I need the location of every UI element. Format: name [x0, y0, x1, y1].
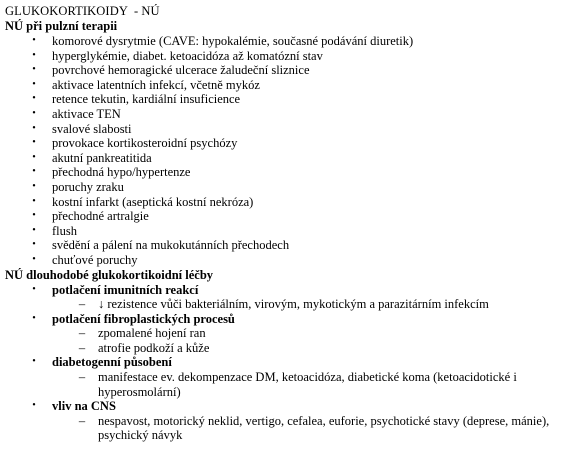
list-item — [5, 165, 585, 180]
sub-list-item — [5, 326, 585, 341]
bullet-marker: • — [32, 166, 36, 178]
bullet-marker: • — [32, 137, 36, 149]
bullet-marker: • — [32, 400, 36, 412]
sub-list-item — [5, 370, 585, 399]
list-item-text: povrchové hemoragické ulcerace žaludeční sliznice — [52, 63, 310, 78]
bullet-marker: • — [32, 64, 36, 76]
sub-list-item-text: atrofie podkoží a kůže — [98, 340, 210, 355]
dash-marker: – — [78, 326, 86, 341]
list-item — [5, 180, 585, 195]
list-item — [5, 49, 585, 64]
list-item-text: svědění a pálení na mukokutánních přechodech — [52, 238, 290, 253]
list-item-text: komorové dysrytmie (CAVE: hypokalémie, současné podávání diuretik) — [52, 34, 414, 48]
bullet-marker: • — [32, 49, 36, 61]
sub-list-item — [5, 297, 585, 312]
bullet-marker: • — [32, 151, 36, 163]
list-item — [5, 34, 585, 49]
sub-list-item-text: manifestace ev. dekompenzace DM, ketoacidóza, diabetické koma (ketoacidotické i hyperosmolární) — [98, 370, 517, 399]
list-item — [5, 195, 585, 210]
list-item — [5, 107, 585, 122]
document-title: GLUKOKORTIKOIDY - NÚ — [5, 4, 160, 18]
list-item-text: retence tekutin, kardiální insuficience — [52, 92, 241, 107]
bullet-marker: • — [32, 122, 36, 134]
bullet-marker: • — [32, 253, 36, 265]
list-item-text: kostní infarkt (aseptická kostní nekróza) — [52, 194, 254, 209]
list-item — [5, 78, 585, 93]
list-item — [5, 151, 585, 166]
sub-list-item-text: nespavost, motorický neklid, vertigo, cefalea, euforie, psychotické stavy (deprese, mánie), psychický návyk — [98, 413, 550, 443]
dash-marker: – — [78, 340, 86, 355]
bullet-marker: • — [32, 180, 36, 192]
list-item-text: přechodné artralgie — [52, 209, 149, 224]
sub-list-item — [5, 341, 585, 356]
bullet-marker: • — [32, 283, 36, 295]
list-item-text: flush — [52, 223, 77, 238]
longterm-therapy-list — [5, 283, 585, 444]
document-page — [5, 3, 585, 443]
list-item-text: aktivace latentních infekcí, včetně mykóz — [52, 77, 260, 92]
list-item — [5, 238, 585, 253]
list-item — [5, 224, 585, 239]
list-group-label: potlačení fibroplastických procesů — [52, 311, 235, 326]
list-group-heading — [5, 312, 585, 327]
list-group-label: vliv na CNS — [52, 399, 116, 414]
list-group-label: diabetogenní působení — [52, 355, 172, 370]
list-item-text: chuťové poruchy — [52, 252, 138, 267]
list-item-text: provokace kortikosteroidní psychózy — [52, 136, 238, 151]
list-group-heading — [5, 355, 585, 370]
section-heading-pulse-therapy: NÚ při pulzní terapii — [5, 19, 118, 33]
list-group-heading — [5, 399, 585, 414]
list-group-label: potlačení imunitních reakcí — [52, 282, 199, 297]
list-group-heading — [5, 283, 585, 298]
dash-marker: – — [78, 297, 86, 312]
bullet-marker: • — [32, 78, 36, 90]
bullet-marker: • — [32, 312, 36, 324]
sub-list-item — [5, 414, 585, 443]
bullet-marker: • — [32, 195, 36, 207]
list-item-text: akutní pankreatitida — [52, 150, 152, 165]
dash-marker: – — [78, 413, 86, 428]
sub-list-item-text: zpomalené hojení ran — [98, 326, 206, 341]
bullet-marker: • — [32, 224, 36, 236]
sub-list-item-text: ↓ rezistence vůči bakteriálním, virovým, mykotickým a parazitárním infekcím — [98, 297, 489, 312]
bullet-marker: • — [32, 35, 36, 46]
bullet-marker: • — [32, 210, 36, 222]
list-item-text: poruchy zraku — [52, 179, 124, 194]
list-item-text: přechodná hypo/hypertenze — [52, 165, 191, 180]
list-item — [5, 253, 585, 268]
bullet-marker: • — [32, 239, 36, 251]
bullet-marker: • — [32, 356, 36, 368]
list-item — [5, 92, 585, 107]
list-item-text: svalové slabosti — [52, 121, 132, 136]
list-item-text: hyperglykémie, diabet. ketoacidóza až komatózní stav — [52, 48, 323, 63]
list-item-text: aktivace TEN — [52, 106, 121, 121]
list-item — [5, 63, 585, 78]
pulse-therapy-list — [5, 34, 585, 268]
dash-marker: – — [78, 370, 86, 385]
bullet-marker: • — [32, 107, 36, 119]
list-item — [5, 209, 585, 224]
section-heading-longterm-therapy: NÚ dlouhodobé glukokortikoidní léčby — [5, 267, 214, 282]
bullet-marker: • — [32, 93, 36, 105]
list-item — [5, 136, 585, 151]
list-item — [5, 122, 585, 137]
